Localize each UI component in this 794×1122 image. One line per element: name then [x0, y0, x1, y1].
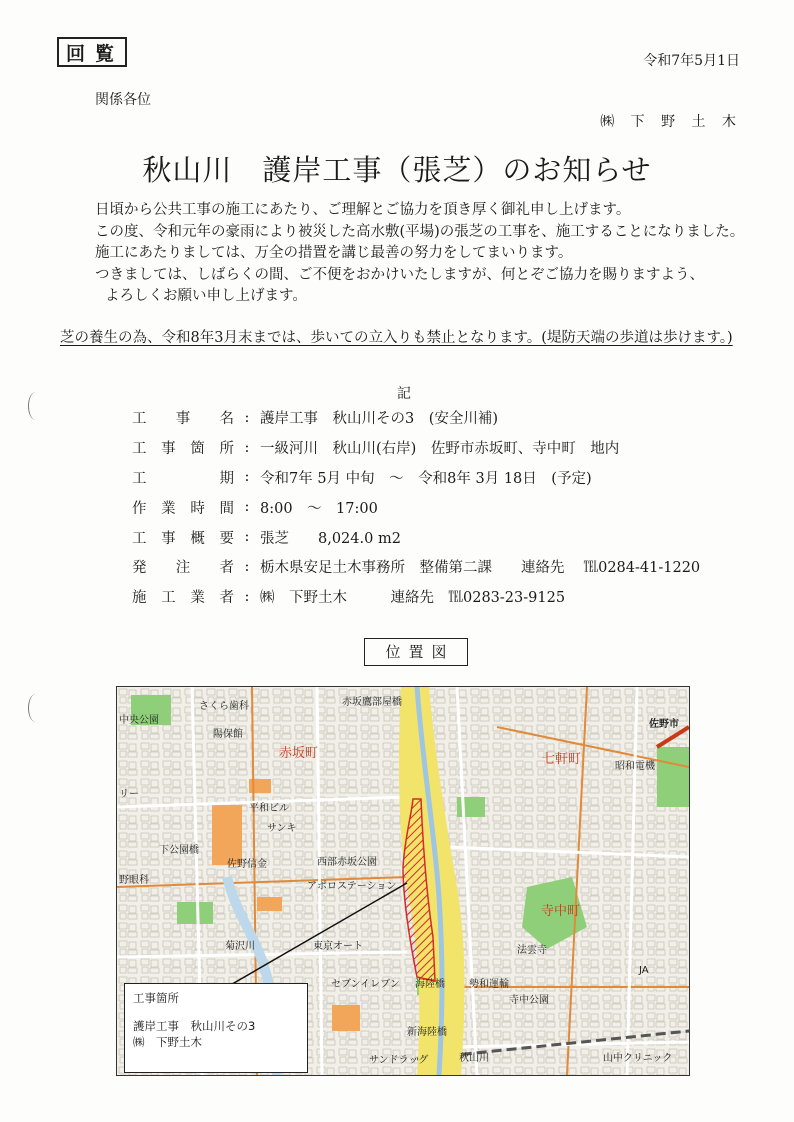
map-label: 野眼科 — [119, 875, 149, 886]
map-label: JA — [639, 965, 649, 976]
detail-row: 作業時間 : 8:00 ～ 17:00 — [132, 492, 700, 522]
detail-row: 工事箇所 : 一級河川 秋山川(右岸) 佐野市赤坂町、寺中町 地内 — [132, 433, 700, 463]
park-area — [657, 747, 689, 807]
site-infobox — [124, 983, 308, 1073]
map-label: さくら歯科 — [199, 701, 249, 712]
details-list — [132, 403, 700, 612]
map-town-label: 七軒町 — [542, 752, 582, 767]
detail-row: 工期 : 令和7年 5月 中旬 ～ 令和8年 3月 18日 (予定) — [132, 463, 700, 493]
sender-company: ㈱ 下 野 土 木 — [600, 114, 742, 130]
detail-label: 作業時間 — [132, 500, 234, 517]
map-title: 位置図 — [364, 638, 468, 666]
map-label: 新海陸橋 — [407, 1027, 447, 1038]
detail-value: ㈱ 下野土木 連絡先 ℡0283-23-9125 — [260, 590, 566, 607]
map-label: 西部赤坂公園 — [317, 857, 377, 868]
infobox-line: 護岸工事 秋山川その3 — [133, 1019, 256, 1033]
detail-row: 工事概要 : 張芝 8,024.0 m2 — [132, 522, 700, 552]
circulation-stamp: 回覧 — [57, 37, 127, 67]
detail-value: 8:00 ～ 17:00 — [260, 500, 378, 517]
building — [332, 1005, 360, 1031]
detail-label: 工事名 — [132, 411, 234, 428]
detail-value: 令和7年 5月 中旬 ～ 令和8年 3月 18日 (予定) — [260, 470, 592, 487]
map-label: 佐野市 — [649, 719, 679, 730]
detail-row: 工事名 : 護岸工事 秋山川その3 (安全川補) — [132, 403, 700, 433]
detail-row: 施工業者 : ㈱ 下野土木 連絡先 ℡0283-23-9125 — [132, 582, 700, 612]
body-text — [95, 200, 765, 308]
building — [212, 805, 242, 865]
map-label: アポロステーション — [307, 881, 397, 892]
detail-label: 工期 — [132, 470, 234, 487]
page-title: 秋山川 護岸工事（張芝）のお知らせ — [142, 153, 652, 187]
map-label: 海陸橋 — [415, 979, 445, 990]
map-label: 佐野信金 — [227, 859, 267, 870]
notice-date: 令和7年5月1日 — [643, 53, 740, 69]
detail-label: 発注者 — [132, 560, 234, 577]
detail-value: 栃木県安足土木事務所 整備第二課 連絡先 ℡0284-41-1220 — [260, 560, 701, 577]
map-town-label: 寺中町 — [541, 904, 581, 919]
detail-value: 張芝 8,024.0 m2 — [260, 530, 401, 547]
map-label: 昭和電機 — [615, 761, 655, 772]
body-line: この度、令和元年の豪雨により被災した高水敷(平場)の張芝の工事を、施工することになりました。 — [95, 223, 745, 240]
ki-marker: 記 — [397, 386, 411, 402]
detail-label: 工事概要 — [132, 530, 234, 547]
scan-mark — [28, 392, 43, 420]
detail-label: 施工業者 — [132, 590, 234, 607]
map-label: 赤坂鷹部屋橋 — [342, 697, 402, 708]
detail-label: 工事箇所 — [132, 441, 234, 458]
map-label: 法雲寺 — [517, 945, 547, 956]
recipients: 関係各位 — [95, 92, 151, 108]
map-town-label: 赤坂町 — [279, 746, 319, 761]
body-line: よろしくお願い申し上げます。 — [105, 288, 307, 305]
infobox-line: ㈱ 下野土木 — [133, 1035, 202, 1049]
park-area — [457, 797, 485, 817]
map-label: 秋山川 — [459, 1053, 489, 1064]
detail-row: 発注者 : 栃木県安足土木事務所 整備第二課 連絡先 ℡0284-41-1220 — [132, 552, 700, 582]
infobox-heading: 工事箇所 — [133, 991, 179, 1005]
map-label: セブンイレブン — [331, 979, 400, 990]
park-area — [177, 902, 213, 924]
map-label: 平和ビル — [249, 803, 289, 814]
map-label: サンドラッグ — [369, 1055, 429, 1066]
body-line: つきましては、しばらくの間、ご不便をおかけいたしますが、何とぞご協力を賜りますよう、 — [95, 266, 704, 283]
map-label: 東京オート — [313, 941, 363, 952]
building — [257, 897, 282, 911]
map-label: サンキ — [267, 823, 297, 834]
map-label: 寺中公園 — [509, 995, 549, 1006]
map-label: リー — [119, 789, 139, 800]
map-label: 陽保館 — [213, 729, 243, 740]
body-line: 施工にあたりましては、万全の措置を講じ最善の努力をしてまいります。 — [95, 245, 573, 262]
body-line: 日頃から公共工事の施工にあたり、ご理解とご協力を頂き厚く御礼申し上げます。 — [95, 202, 631, 218]
detail-value: 護岸工事 秋山川その3 (安全川補) — [260, 411, 499, 428]
map-label: 勢和運輸 — [469, 979, 509, 990]
map-label: 中央公園 — [119, 715, 159, 726]
map-label: 山中クリニック — [603, 1053, 673, 1064]
scan-mark — [28, 694, 43, 722]
map-label: 菊沢川 — [225, 941, 255, 952]
map-label: 下公園橋 — [159, 845, 199, 856]
detail-value: 一級河川 秋山川(右岸) 佐野市赤坂町、寺中町 地内 — [260, 441, 620, 458]
restriction-notice: 芝の養生の為、令和8年3月末までは、歩いての立入りも禁止となります。(堤防天端の歩道は歩けます。) — [60, 330, 733, 346]
